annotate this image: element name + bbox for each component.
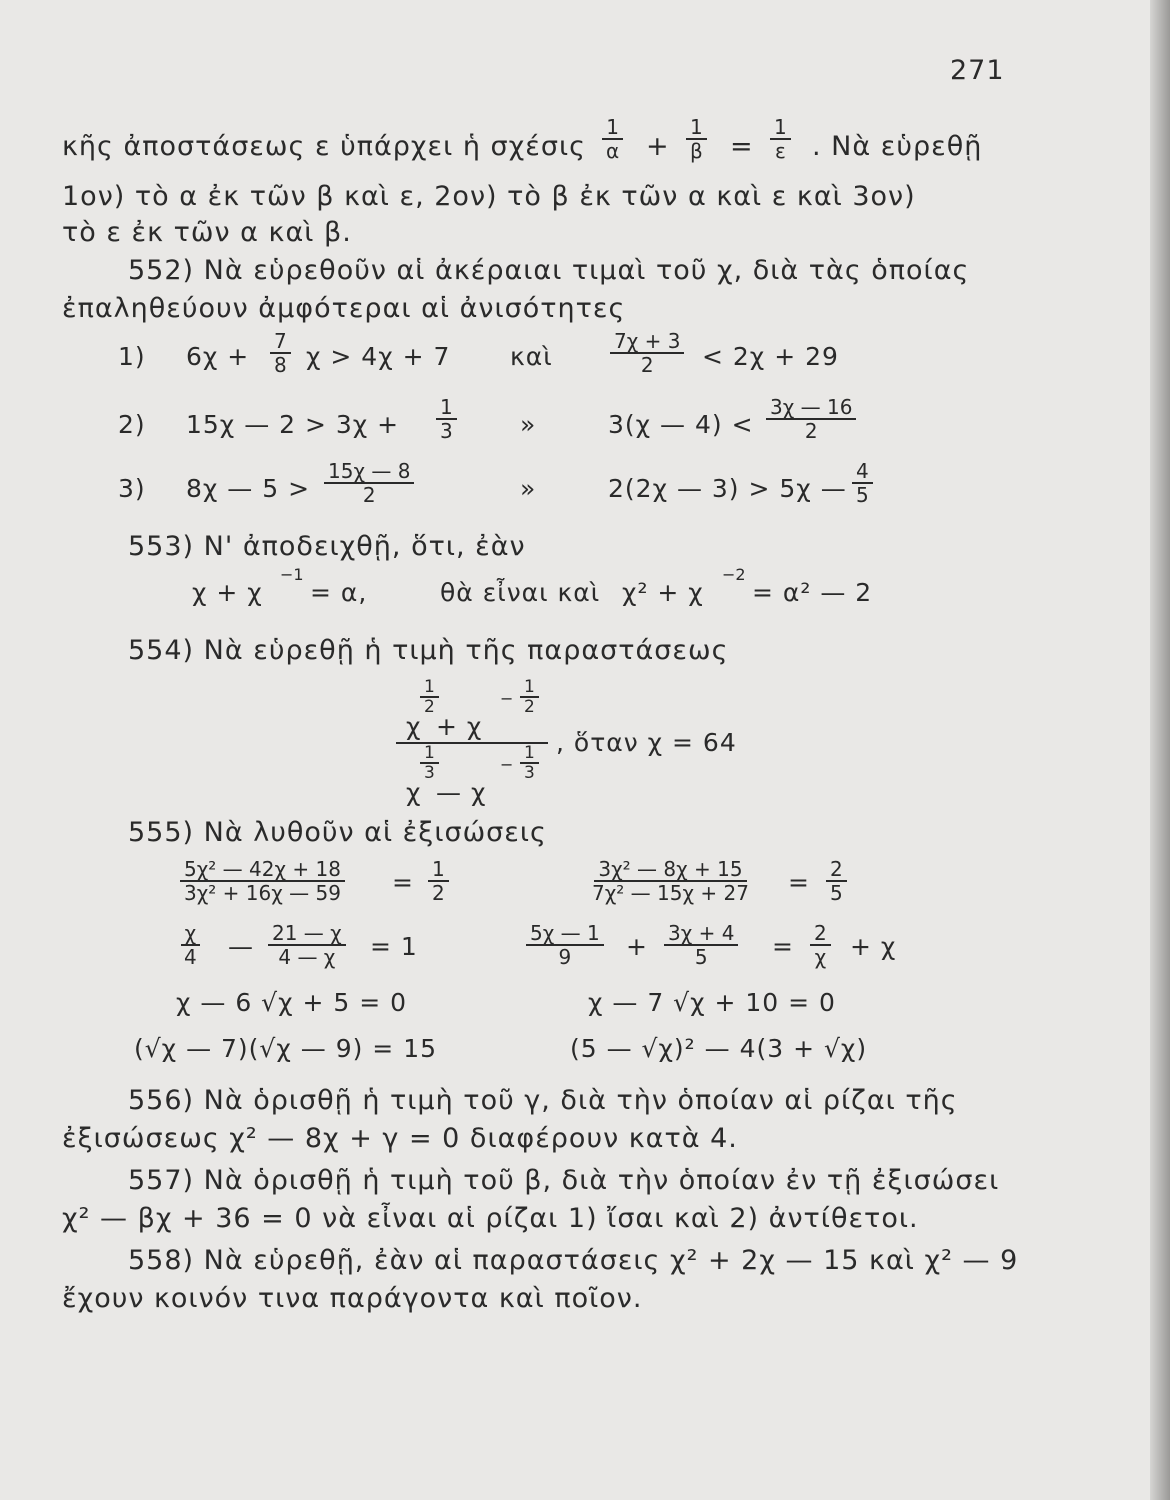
fraction-numerator: 1 bbox=[686, 116, 707, 140]
fraction-denominator: 5 bbox=[856, 483, 869, 507]
problem-557-line-1: 557) Νὰ ὁρισθῇ ἡ τιμὴ τοῦ β, διὰ τὴν ὁποίαν ἐν τῇ ἐξισώσει bbox=[128, 1165, 1000, 1196]
eq-2-left-fraction bbox=[588, 858, 753, 904]
fraction-denominator: 7χ² — 15χ + 27 bbox=[592, 881, 749, 905]
ineq-1-left-a: 6χ + bbox=[186, 342, 250, 371]
fraction-numerator: 7 bbox=[270, 330, 291, 354]
fraction-numerator: 1 bbox=[436, 396, 457, 420]
fraction-numerator: 1 bbox=[770, 116, 791, 140]
den-exponent-2-sign: − bbox=[500, 755, 514, 774]
eq-3-fraction-b bbox=[268, 922, 346, 968]
num-exponent-2-sign: − bbox=[500, 689, 514, 708]
problem-556-line-2: ἐξισώσεως χ² — 8χ + γ = 0 διαφέρουν κατὰ 4. bbox=[62, 1123, 738, 1154]
fraction-numerator: 2 bbox=[810, 922, 831, 946]
fraction-numerator: 1 bbox=[428, 858, 449, 882]
fraction-numerator: 21 — χ bbox=[268, 922, 346, 946]
page-edge-shadow bbox=[1150, 0, 1170, 1500]
eq-3-minus: — bbox=[228, 932, 254, 961]
ineq-2-label: 2) bbox=[118, 410, 146, 439]
num-base-1: χ bbox=[406, 712, 422, 741]
eq-4-plus: + bbox=[626, 932, 648, 961]
ineq-3-fraction bbox=[324, 460, 414, 506]
plus-sign: + bbox=[646, 131, 670, 162]
eq-4-rest: + χ bbox=[850, 932, 897, 961]
eq-5: χ — 6 √χ + 5 = 0 bbox=[176, 988, 408, 1017]
ineq-1-right-fraction bbox=[610, 330, 684, 376]
problem-555-line-1: 555) Νὰ λυθοῦν αἱ ἐξισώσεις bbox=[128, 817, 547, 848]
eq-8: (5 — √χ)² — 4(3 + √χ) bbox=[570, 1034, 868, 1063]
problem-553-eq-b-rest: = α² — 2 bbox=[752, 578, 873, 607]
ineq-3-left: 8χ — 5 > bbox=[186, 474, 311, 503]
fraction-denominator: 2 bbox=[640, 353, 654, 377]
fraction-denominator: 5 bbox=[694, 945, 708, 969]
ineq-3-label: 3) bbox=[118, 474, 146, 503]
fraction-denominator: 4 bbox=[184, 945, 197, 969]
problem-553-line-1: 553) Ν' ἀποδειχθῇ, ὅτι, ἐὰν bbox=[128, 531, 526, 562]
fraction-denominator: χ bbox=[814, 945, 827, 969]
ineq-1-label: 1) bbox=[118, 342, 146, 371]
fraction-numerator: 1 bbox=[520, 678, 539, 698]
eq-6: χ — 7 √χ + 10 = 0 bbox=[588, 988, 836, 1017]
ineq-1-fraction bbox=[270, 330, 291, 376]
fraction-1-over-beta bbox=[686, 116, 707, 162]
fraction-denominator: 9 bbox=[558, 945, 572, 969]
ineq-3-right-a: 2(2χ — 3) > 5χ — bbox=[608, 474, 847, 503]
ineq-2-conjunction: » bbox=[520, 410, 537, 439]
problem-557-line-2: χ² — βχ + 36 = 0 νὰ εἶναι αἱ ρίζαι 1) ἴσαι καὶ 2) ἀντίθετοι. bbox=[62, 1203, 919, 1234]
intro-line-3: τὸ ε ἐκ τῶν α καὶ β. bbox=[62, 217, 352, 248]
fraction-denominator: 2 bbox=[524, 697, 535, 717]
page-number: 271 bbox=[950, 55, 1005, 86]
den-base-1: χ bbox=[406, 778, 422, 807]
eq-1-left-fraction bbox=[180, 858, 345, 904]
eq-1-equals: = bbox=[392, 868, 414, 897]
eq-4-fraction-b bbox=[664, 922, 738, 968]
eq-2-right-fraction bbox=[826, 858, 847, 904]
fraction-denominator: 5 bbox=[830, 881, 843, 905]
num-exponent-2 bbox=[520, 678, 539, 716]
fraction-numerator: 1 bbox=[602, 116, 623, 140]
num-exponent-1 bbox=[420, 678, 439, 716]
fraction-denominator: β bbox=[690, 139, 703, 163]
fraction-numerator: 15χ — 8 bbox=[324, 460, 414, 484]
fraction-numerator: 7χ + 3 bbox=[610, 330, 684, 354]
eq-2-equals: = bbox=[788, 868, 810, 897]
fraction-denominator: α bbox=[606, 139, 620, 163]
ineq-2-right-fraction bbox=[766, 396, 856, 442]
fraction-numerator: 2 bbox=[826, 858, 847, 882]
eq-7: (√χ — 7)(√χ — 9) = 15 bbox=[134, 1034, 438, 1063]
eq-4-fraction-c bbox=[810, 922, 831, 968]
fraction-denominator: 3 bbox=[424, 763, 435, 783]
problem-553-eq-a-rest: = α, bbox=[310, 578, 368, 607]
problem-556-line-1: 556) Νὰ ὁρισθῇ ἡ τιμὴ τοῦ γ, διὰ τὴν ὁποίαν αἱ ρίζαι τῆς bbox=[128, 1085, 958, 1116]
equals-sign: = bbox=[730, 131, 754, 162]
fraction-denominator: 2 bbox=[432, 881, 445, 905]
problem-553-eq-a-exponent: −1 bbox=[280, 565, 304, 584]
fraction-numerator: 4 bbox=[852, 460, 873, 484]
fraction-numerator: 3χ² — 8χ + 15 bbox=[594, 858, 746, 882]
fraction-numerator: 5χ — 1 bbox=[526, 922, 604, 946]
den-exponent-1 bbox=[420, 744, 439, 782]
fraction-1-over-alpha bbox=[602, 116, 623, 162]
fraction-denominator: 3 bbox=[440, 419, 453, 443]
intro-line-1: κῆς ἀποστάσεως ε ὑπάρχει ἡ σχέσις bbox=[62, 131, 586, 162]
problem-554-line-1: 554) Νὰ εὑρεθῇ ἡ τιμὴ τῆς παραστάσεως bbox=[128, 635, 729, 666]
ineq-1-right-b: < 2χ + 29 bbox=[702, 342, 839, 371]
den-exponent-2 bbox=[520, 744, 539, 782]
den-operator: — χ bbox=[436, 778, 487, 807]
ineq-2-left: 15χ — 2 > 3χ + bbox=[186, 410, 400, 439]
fraction-numerator: 3χ + 4 bbox=[664, 922, 738, 946]
eq-4-fraction-a bbox=[526, 922, 604, 968]
eq-3-fraction-a bbox=[180, 922, 201, 968]
fraction-numerator: χ bbox=[181, 922, 201, 946]
eq-3-rest: = 1 bbox=[370, 932, 418, 961]
fraction-denominator: 3χ² + 16χ — 59 bbox=[184, 881, 341, 905]
fraction-denominator: 4 — χ bbox=[278, 945, 336, 969]
problem-553-middle: θὰ εἶναι καὶ bbox=[440, 578, 601, 607]
problem-554-condition: , ὅταν χ = 64 bbox=[556, 728, 737, 757]
fraction-numerator: 1 bbox=[420, 678, 439, 698]
problem-558-line-1: 558) Νὰ εὑρεθῇ, ἐὰν αἱ παραστάσεις χ² + 2χ — 15 καὶ χ² — 9 bbox=[128, 1245, 1019, 1276]
problem-553-eq-a: χ + χ bbox=[192, 578, 263, 607]
fraction-denominator: 3 bbox=[524, 763, 535, 783]
fraction-1-over-epsilon bbox=[770, 116, 791, 162]
fraction-numerator: 1 bbox=[420, 744, 439, 764]
problem-552-line-1: 552) Νὰ εὑρεθοῦν αἱ ἀκέραιαι τιμαὶ τοῦ χ, διὰ τὰς ὁποίας bbox=[128, 255, 970, 286]
fraction-numerator: 1 bbox=[520, 744, 539, 764]
fraction-numerator: 3χ — 16 bbox=[766, 396, 856, 420]
intro-line-2: 1ον) τὸ α ἐκ τῶν β καὶ ε, 2ον) τὸ β ἐκ τῶν α καὶ ε καὶ 3ον) bbox=[62, 181, 916, 212]
ineq-1-left-b: χ > 4χ + 7 bbox=[306, 342, 451, 371]
ineq-3-right-fraction bbox=[852, 460, 873, 506]
eq-4-equals: = bbox=[772, 932, 794, 961]
ineq-2-fraction bbox=[436, 396, 457, 442]
fraction-denominator: 2 bbox=[424, 697, 435, 717]
num-operator: + χ bbox=[436, 712, 483, 741]
problem-552-line-2: ἐπαληθεύουν ἀμφότεραι αἱ ἀνισότητες bbox=[62, 293, 626, 324]
fraction-denominator: 8 bbox=[274, 353, 287, 377]
fraction-denominator: 2 bbox=[362, 483, 376, 507]
ineq-1-conjunction: καὶ bbox=[510, 342, 553, 371]
fraction-numerator: 5χ² — 42χ + 18 bbox=[180, 858, 345, 882]
problem-553-eq-b-exponent: −2 bbox=[722, 565, 746, 584]
problem-553-eq-b: χ² + χ bbox=[622, 578, 704, 607]
ineq-3-conjunction: » bbox=[520, 474, 537, 503]
ineq-2-right-a: 3(χ — 4) < bbox=[608, 410, 754, 439]
intro-line-1-end: . Νὰ εὑρεθῇ bbox=[812, 131, 983, 162]
fraction-denominator: ε bbox=[774, 139, 786, 163]
problem-558-line-2: ἔχουν κοινόν τινα παράγοντα καὶ ποῖον. bbox=[62, 1283, 643, 1314]
fraction-denominator: 2 bbox=[804, 419, 818, 443]
eq-1-right-fraction bbox=[428, 858, 449, 904]
